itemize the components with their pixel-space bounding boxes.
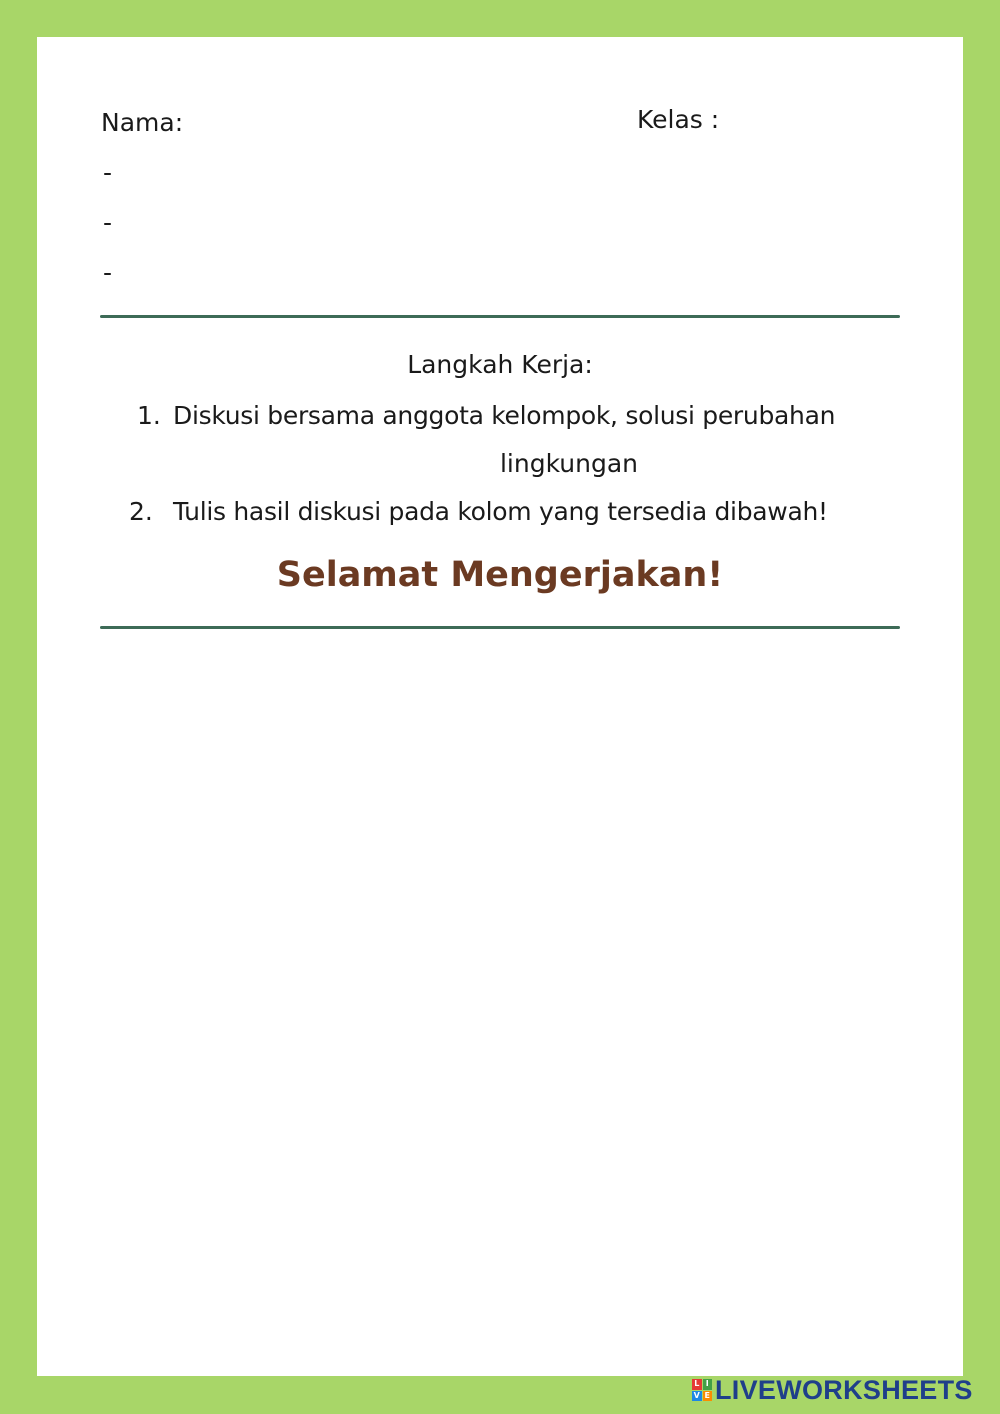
- step-2-text: Tulis hasil diskusi pada kolom yang tersedia dibawah!: [173, 497, 828, 526]
- step-1-text-continuation: lingkungan: [499, 449, 639, 478]
- logo-letter-l: L: [692, 1379, 702, 1390]
- liveworksheets-brand: [692, 1375, 973, 1405]
- step-1-number: 1.: [137, 401, 161, 430]
- name-label: Nama:: [101, 108, 184, 137]
- class-label: Kelas :: [637, 105, 720, 134]
- logo-letter-e: E: [703, 1391, 713, 1402]
- logo-letter-i: I: [703, 1379, 713, 1390]
- liveworksheets-logo-icon: [692, 1379, 712, 1401]
- steps-title: Langkah Kerja:: [407, 350, 593, 379]
- member-line-1: -: [103, 158, 113, 187]
- logo-letter-v: V: [693, 1390, 700, 1400]
- step-2-number: 2.: [129, 497, 153, 526]
- step-1-text: Diskusi bersama anggota kelompok, solusi perubahan: [173, 401, 836, 430]
- member-line-3: -: [103, 258, 113, 287]
- bottom-divider: [100, 626, 900, 629]
- liveworksheets-wordmark: LIVEWORKSHEETS: [715, 1374, 973, 1405]
- top-divider: [100, 315, 900, 318]
- closing-message: Selamat Mengerjakan!: [276, 555, 724, 595]
- member-line-2: -: [103, 208, 113, 237]
- worksheet-page: [37, 37, 963, 1376]
